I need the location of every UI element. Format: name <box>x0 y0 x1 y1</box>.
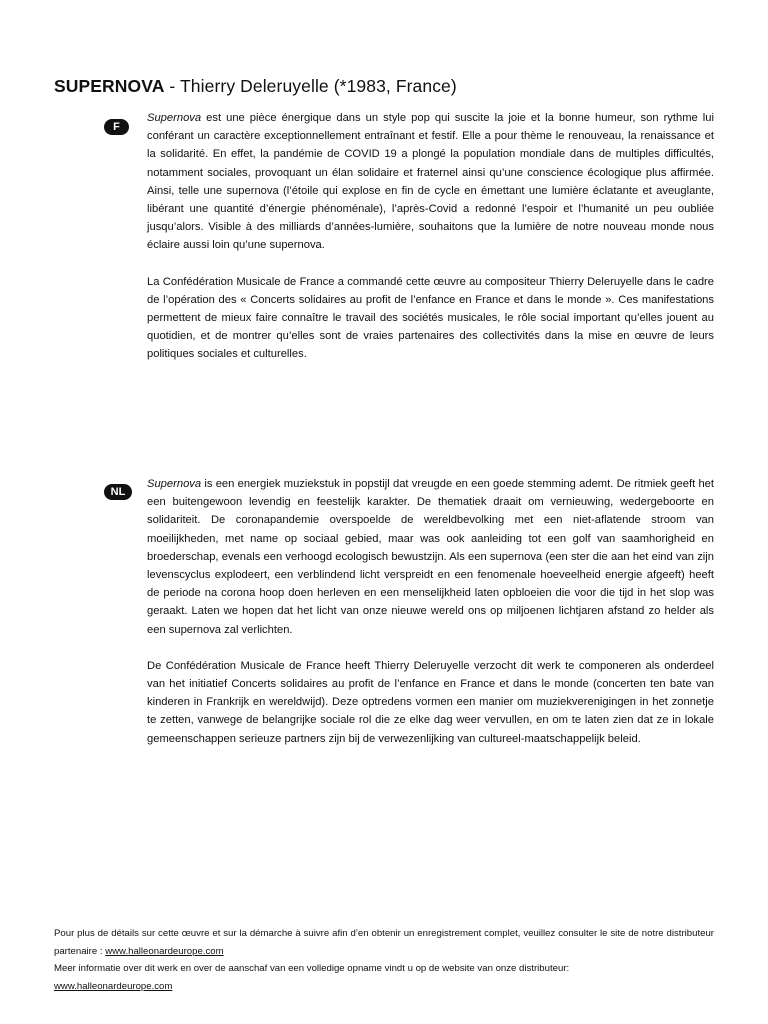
title-separator: - <box>164 76 181 96</box>
piece-name-italic: Supernova <box>147 478 202 490</box>
dutch-paragraph-2: De Confédération Musicale de France heeft Thierry Deleruyelle verzocht dit werk te componeren als onderdeel van het initiatief Concerts solidaires au profit de l’enfance en France et dans le monde (concerten ten bate van kinderen in Frankrijk en wereldwijd). Deze optredens vormen een manier om muziekverenigingen in het zonnetje te zetten, vanwege de belangrijke sociale rol die ze elke dag weer vervullen, en om te laten zien dat ze in lokale gemeenschappen serieuze partners zijn bij de verwezenlijking van cultureel-maatschappelijk beleid. <box>147 659 714 745</box>
section-dutch <box>147 475 714 748</box>
distributor-link[interactable]: www.halleonardeurope.com <box>105 945 224 957</box>
footer-french-text: Pour plus de détails sur cette œuvre et sur la démarche à suivre afin d’en obtenir un enregistrement complet, veuillez consulter le site de notre distributeur partenaire : <box>54 928 714 957</box>
piece-title: SUPERNOVA <box>54 76 165 96</box>
footer-dutch <box>54 960 714 978</box>
section-french <box>147 109 714 364</box>
footer-note <box>54 925 714 995</box>
language-badge-nl: NL <box>104 484 132 500</box>
dutch-paragraph-1-text: is een energiek muziekstuk in popstijl dat vreugde en een goede stemming ademt. De ritmiek geeft het een buitengewoon levendig en feestelijk karakter. De thematiek draait om vernieuwing, wedergeboorte en solidariteit. De coronapandemie overspoelde de wereldbevolking met een niet-aflatende stroom van moeilijkheden, met name op sociaal gebied, maar was ook aanleiding tot een golf van saamhorigheid en broederschap, evenals een verhoogd ecologisch bewustzijn. Als een supernova (een ster die aan het eind van zijn levenscyclus explodeert, een verblindend licht verspreidt en een fenomenale hoeveelheid energie afgeeft) heeft de periode na corona hoop doen herleven en een menselijkheid laten opbloeien die voor die tijd in het slop was geraakt. Laten we hopen dat het licht van onze nieuwe wereld ons op miljoenen lichtjaren afstand zo helder als een supernova zal verlichten. <box>147 478 714 636</box>
page-title <box>54 76 457 97</box>
footer-dutch-text: Meer informatie over dit werk en over de aanschaf van een volledige opname vindt u op de website van onze distributeur: <box>54 963 570 974</box>
language-badge-fr: F <box>104 119 129 135</box>
footer-french <box>54 925 714 960</box>
french-paragraph-1-text: est une pièce énergique dans un style pop qui suscite la joie et la bonne humeur, son rythme lui conférant un caractère exceptionnellement entraînant et festif. Elle a pour thème le renouveau, la renaissance et la solidarité. En effet, la pandémie de COVID 19 a plongé la population mondiale dans de multiples difficultés, notamment sociales, provoquant un élan solidaire et fraternel ainsi qu’une conscience écologique plus affirmée. Ainsi, telle une supernova (l’étoile qui explose en fin de cycle en émettant une lumière éclatante et aveuglante, libérant une quantité d’énergie phénoménale), l’après-Covid a redonné l’espoir et l’humanité un peu oubliée jusqu’alors. Visible à des milliards d’années-lumière, souhaitons que la lumière de notre nouveau monde nous éclaire aussi loin qu’une supernova. <box>147 112 714 252</box>
piece-name-italic: Supernova <box>147 112 202 124</box>
french-paragraph-1 <box>147 109 714 255</box>
french-paragraph-2: La Confédération Musicale de France a commandé cette œuvre au compositeur Thierry Deleruyelle dans le cadre de l’opération des « Concerts solidaires au profit de l’enfance en France et dans le monde ». Ces manifestations permettent de mieux faire connaître le travail des sociétés musicales, le rôle social important qu’elles jouent au quotidien, et de montrer qu’elles sont de vraies partenaires des collectivités dans la mise en œuvre de leurs politiques sociales et culturelles. <box>147 275 714 361</box>
composer-line: Thierry Deleruyelle (*1983, France) <box>180 76 457 96</box>
footer-dutch-link-line <box>54 978 714 996</box>
dutch-paragraph-1 <box>147 475 714 639</box>
distributor-link[interactable]: www.halleonardeurope.com <box>54 980 173 992</box>
